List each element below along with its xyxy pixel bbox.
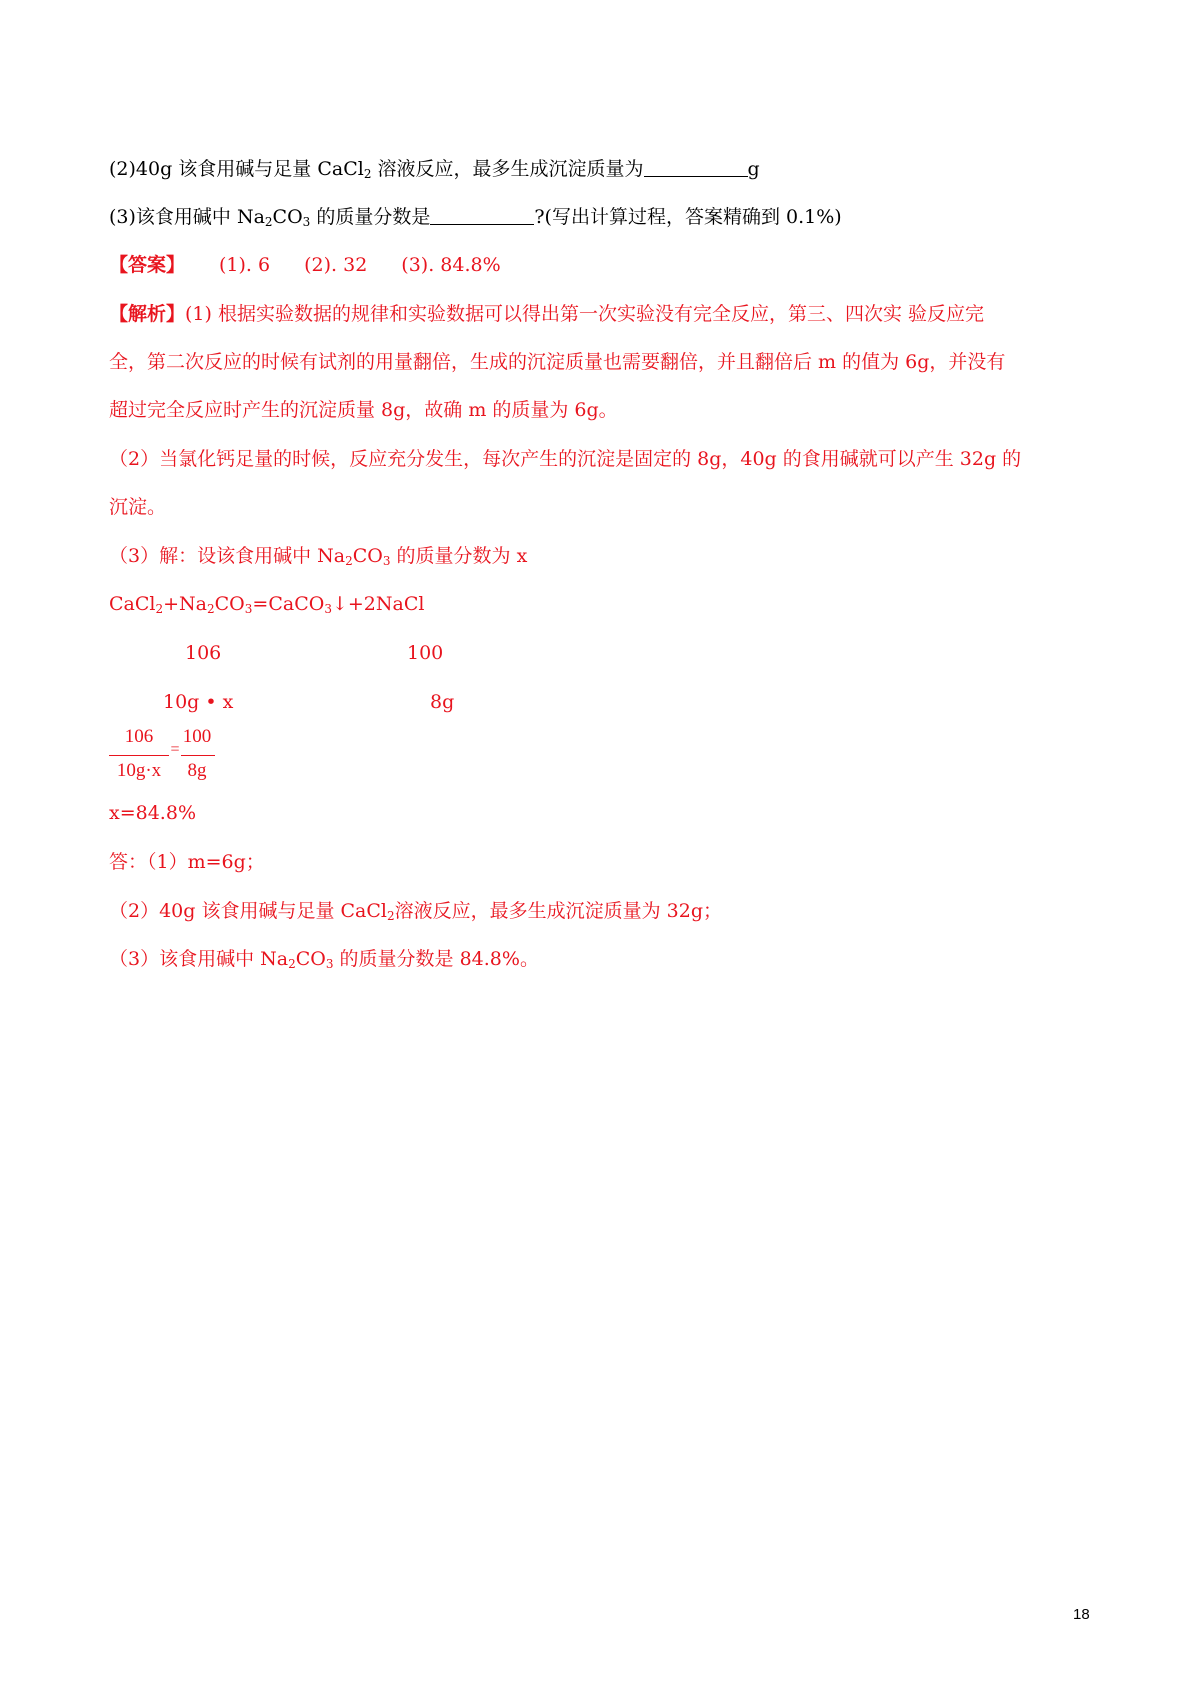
analysis-line-5 bbox=[109, 494, 166, 520]
analysis-line-6 bbox=[109, 543, 527, 569]
answer-blank[interactable] bbox=[430, 205, 534, 225]
conclusion-text: CO bbox=[295, 948, 326, 970]
analysis-text: （2）当氯化钙足量的时候，反应充分发生，每次产生的沉淀是固定的 8g，40g 的食用碱就可以产生 32g 的 bbox=[109, 448, 1022, 470]
answer-2: (2). 32 bbox=[304, 254, 368, 276]
equation-part: CaCl bbox=[109, 593, 156, 615]
subscript: 2 bbox=[155, 602, 164, 616]
analysis-text: 沉淀。 bbox=[109, 496, 167, 518]
analysis-line-1 bbox=[109, 301, 984, 327]
answer-line bbox=[109, 252, 501, 278]
question-3-line bbox=[109, 204, 842, 230]
fraction-numerator: 100 bbox=[182, 726, 212, 747]
subscript: 2 bbox=[345, 554, 353, 568]
fraction-denominator: 10g·x bbox=[116, 760, 162, 781]
page-number: 18 bbox=[1073, 1606, 1090, 1623]
conclusion-1: 答：（1）m=6g； bbox=[109, 851, 265, 873]
unit-text: g bbox=[747, 158, 760, 180]
analysis-text: 全，第二次反应的时候有试剂的用量翻倍，生成的沉淀质量也需要翻倍，并且翻倍后 m 的值为 6g，并没有 bbox=[109, 351, 1006, 373]
analysis-text: 超过完全反应时产生的沉淀质量 8g，故确 m 的质量为 6g。 bbox=[109, 399, 618, 421]
molar-mass-na2co3: 106 bbox=[185, 642, 222, 664]
subscript: 3 bbox=[302, 215, 311, 229]
subscript: 2 bbox=[288, 957, 296, 971]
mass-caco3: 8g bbox=[430, 691, 455, 713]
conclusion-text: 的质量分数是 84.8%。 bbox=[333, 948, 539, 970]
analysis-text: 的质量分数为 x bbox=[390, 545, 528, 567]
subscript: 2 bbox=[264, 215, 273, 229]
equation-part: CO bbox=[214, 593, 245, 615]
conclusion-text: （3）该食用碱中 Na bbox=[109, 948, 289, 970]
question-text: ?(写出计算过程，答案精确到 0.1%) bbox=[534, 206, 842, 228]
mass-na2co3: 10g • x bbox=[163, 691, 234, 713]
fraction-denominator: 8g bbox=[187, 760, 207, 781]
question-text: CO bbox=[272, 206, 303, 228]
equals-sign: = bbox=[170, 741, 180, 758]
fraction-numerator: 106 bbox=[124, 726, 154, 747]
subscript: 2 bbox=[207, 602, 215, 616]
question-text: (2)40g 该食用碱与足量 CaCl bbox=[109, 158, 364, 180]
fraction-bar bbox=[181, 755, 215, 756]
analysis-label: 【解析】 bbox=[109, 303, 186, 325]
analysis-line-3 bbox=[109, 397, 618, 423]
analysis-text: (1) 根据实验数据的规律和实验数据可以得出第一次实验没有完全反应，第三、四次实 验反应完 bbox=[185, 303, 985, 325]
chemical-equation bbox=[109, 591, 424, 617]
result-line: x=84.8% bbox=[109, 802, 196, 824]
fraction-bar bbox=[109, 755, 169, 756]
subscript: 3 bbox=[244, 602, 253, 616]
equation-part: +Na bbox=[163, 593, 207, 615]
question-text: 溶液反应，最多生成沉淀质量为 bbox=[371, 158, 644, 180]
conclusion-text: 溶液反应，最多生成沉淀质量为 32g； bbox=[394, 900, 723, 922]
equation-part: ↓+2NaCl bbox=[331, 593, 425, 615]
question-text: 的质量分数是 bbox=[310, 206, 431, 228]
conclusion-text: （2）40g 该食用碱与足量 CaCl bbox=[109, 900, 387, 922]
subscript: 3 bbox=[324, 602, 332, 616]
analysis-text: CO bbox=[352, 545, 383, 567]
answer-blank[interactable] bbox=[644, 157, 748, 177]
answer-1: (1). 6 bbox=[219, 254, 271, 276]
subscript: 3 bbox=[382, 554, 391, 568]
answer-label: 【答案】 bbox=[109, 254, 186, 276]
conclusion-2 bbox=[109, 898, 722, 924]
conclusion-3 bbox=[109, 946, 539, 972]
subscript: 3 bbox=[325, 957, 334, 971]
analysis-text: （3）解：设该食用碱中 Na bbox=[109, 545, 346, 567]
analysis-line-4 bbox=[109, 446, 1021, 472]
subscript: 2 bbox=[363, 167, 372, 181]
equation-part: =CaCO bbox=[252, 593, 325, 615]
molar-mass-caco3: 100 bbox=[407, 642, 444, 664]
question-2-line bbox=[109, 156, 760, 182]
question-text: (3)该食用碱中 Na bbox=[109, 206, 265, 228]
answer-3: (3). 84.8% bbox=[401, 254, 501, 276]
subscript: 2 bbox=[387, 909, 395, 923]
analysis-line-2 bbox=[109, 349, 1005, 375]
